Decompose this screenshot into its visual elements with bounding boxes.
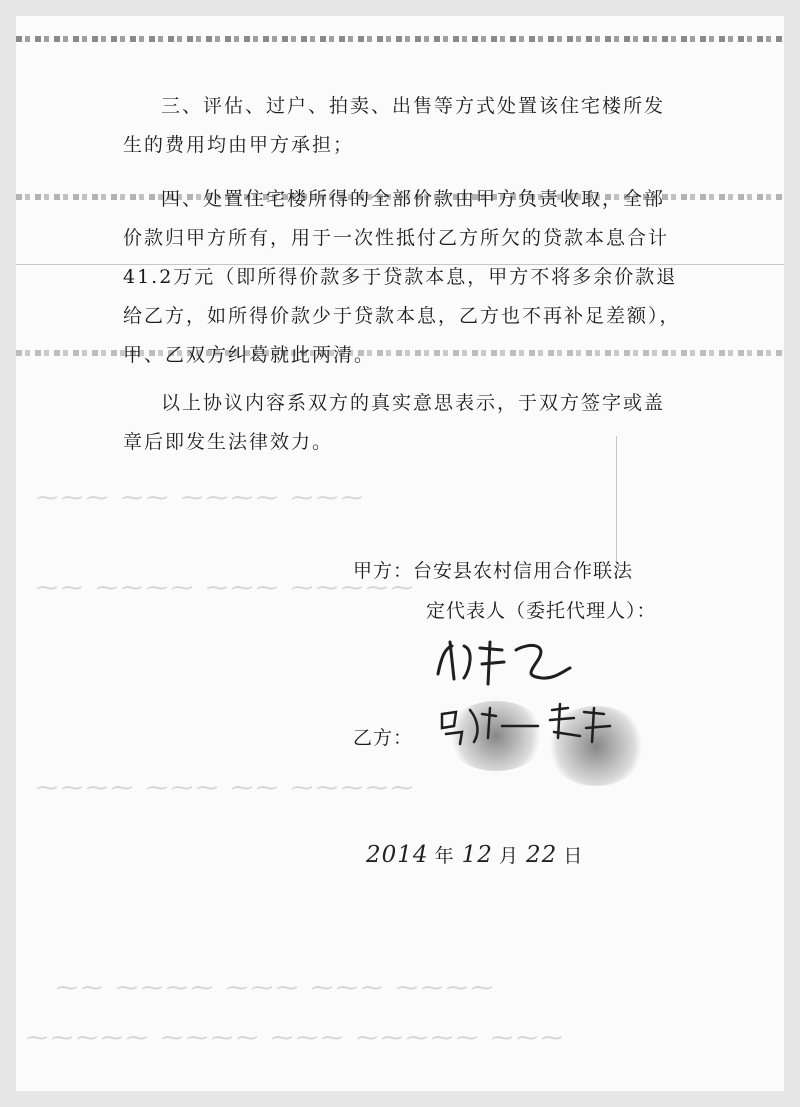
bleed-through-text: ⁓⁓⁓⁓ ⁓⁓⁓ ⁓⁓ ⁓⁓⁓⁓⁓ — [36, 776, 416, 801]
bleed-through-text: ⁓⁓ ⁓⁓⁓⁓ ⁓⁓⁓ ⁓⁓⁓⁓⁓ — [36, 576, 416, 601]
document-page — [16, 16, 784, 1091]
clause-four: 四、处置住宅楼所得的全部价款由甲方负责收取，全部价款归甲方所有，用于一次性抵付乙方所欠的贷款本息合计41.2万元（即所得价款多于贷款本息，甲方不将多余价款退给乙方，如所得价款少于贷款本息，乙方也不再补足差额），甲、乙双方纠葛就此两清。 — [123, 188, 681, 366]
party-a-signature — [430, 634, 580, 689]
date-year: 2014 — [366, 842, 429, 868]
bleed-through-text: ⁓⁓ ⁓⁓⁓⁓ ⁓⁓⁓ ⁓⁓⁓ ⁓⁓⁓⁓ — [56, 976, 496, 1001]
bleed-through-text: ⁓⁓⁓ ⁓⁓ ⁓⁓⁓⁓ ⁓⁓⁓ — [36, 486, 366, 511]
effect-clause: 以上协议内容系双方的真实意思表示，于双方签字或盖章后即发生法律效力。 — [123, 392, 666, 453]
party-b-signature — [434, 698, 634, 748]
date-month-char: 月 — [498, 845, 520, 867]
date-year-char: 年 — [434, 845, 456, 867]
date-line — [366, 841, 584, 868]
bleed-through-text: ⁓⁓⁓⁓⁓ ⁓⁓⁓⁓ ⁓⁓⁓ ⁓⁓⁓⁓⁓ ⁓⁓⁓ — [26, 1026, 566, 1051]
clause-three: 三、评估、过户、拍卖、出售等方式处置该住宅楼所发生的费用均由甲方承担； — [123, 95, 666, 156]
party-b-label: 乙方： — [353, 727, 414, 749]
date-day: 22 — [526, 842, 558, 868]
party-a-line2: 定代表人（委托代理人）： — [426, 600, 657, 622]
copy-noise-top — [16, 36, 784, 42]
date-month: 12 — [461, 842, 493, 868]
date-day-char: 日 — [563, 845, 585, 867]
party-a-line1: 甲方：台安县农村信用合作联法 — [353, 560, 634, 582]
